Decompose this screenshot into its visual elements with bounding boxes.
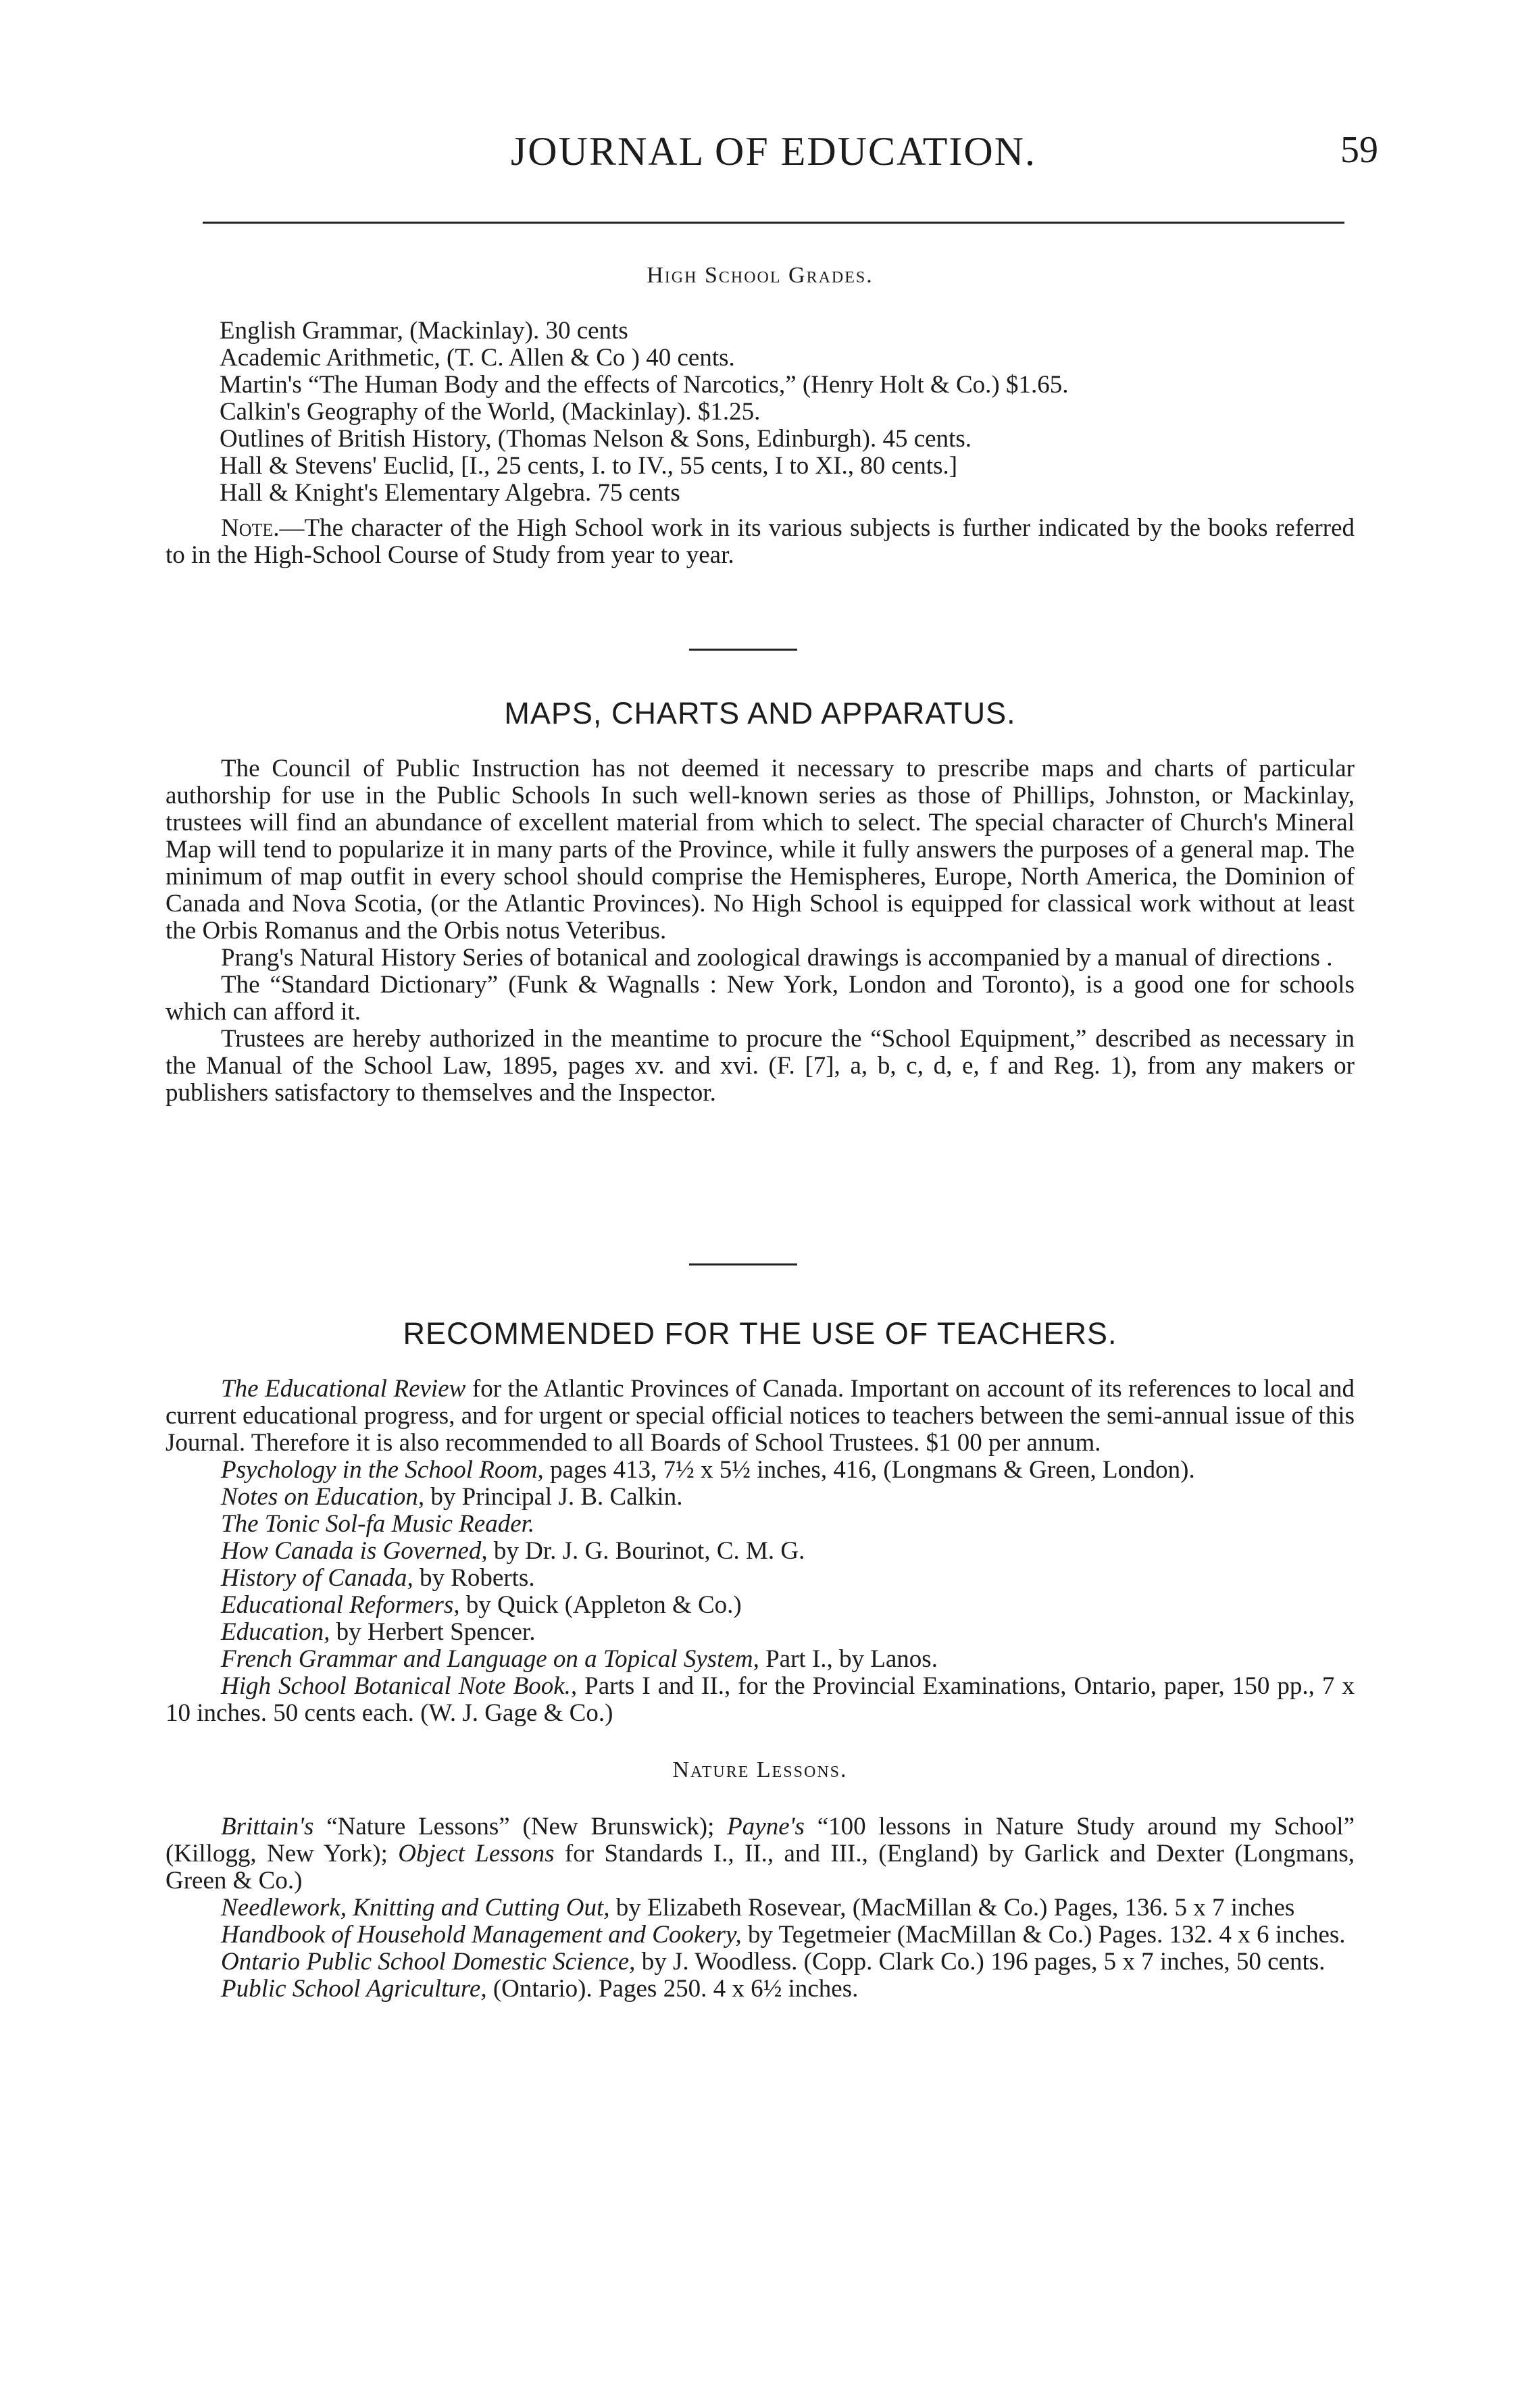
maps-section (166, 755, 1355, 1107)
high-school-heading: High School Grades. (647, 263, 874, 288)
book-title: High School Botanical Note Book., (221, 1672, 578, 1700)
list-item: Outlines of British History, (Thomas Nelson & Sons, Edinburgh). 45 cents. (220, 425, 972, 453)
list-item (166, 1565, 1355, 1592)
book-title: Notes on Education, (221, 1483, 425, 1511)
book-title: The Educational Review (221, 1375, 466, 1403)
entry-text: by Dr. J. G. Bourinot, C. M. G. (487, 1537, 805, 1565)
entry-text: Part I., by Lanos. (759, 1645, 938, 1673)
botanical-entry (166, 1673, 1355, 1727)
book-title: How Canada is Governed, (221, 1537, 488, 1565)
list-item: Hall & Knight's Elementary Algebra. 75 cents (220, 479, 680, 507)
list-item: Calkin's Geography of the World, (Mackinlay). $1.25. (220, 398, 761, 426)
book-title: French Grammar and Language on a Topical System, (221, 1645, 759, 1673)
maps-heading: MAPS, CHARTS AND APPARATUS. (504, 696, 1016, 730)
list-item (166, 1538, 1355, 1565)
note-text: —The character of the High School work in its various subjects is further indicated by the books referred to in the High-School Course of Study from year to year. (166, 514, 1355, 569)
header-rule (203, 222, 1344, 224)
high-school-section (166, 262, 1355, 569)
book-title: Ontario Public School Domestic Science, (221, 1948, 636, 1976)
list-item: English Grammar, (Mackinlay). 30 cents (220, 317, 628, 345)
maps-paragraph-1: The Council of Public Instruction has not deemed it necessary to prescribe maps and charts of particular authorship for use in the Public Schools In such well-known series as those of Phillips, Johnston, or Mackinlay, trustees will find an abundance of excellent material from which to select. The special character of Church's Mineral Map will tend to popularize it in many parts of the Province, while it fully answers the purposes of a general map. The minimum of map outfit in every school should comprise the Hemispheres, Europe, North America, the Dominion of Canada and Nova Scotia, (or the Atlantic Provinces). No High School is equipped for classical work without at least the Orbis Romanus and the Orbis notus Veteribus. (166, 755, 1355, 945)
section-divider (689, 649, 797, 651)
entry-text: by Herbert Spencer. (330, 1618, 536, 1646)
book-title: Public School Agriculture, (221, 1975, 487, 2003)
book-title: Payne's (727, 1813, 805, 1840)
entry-text: “Nature Lessons” (New Brunswick); (313, 1813, 728, 1840)
entry-text: by Roberts. (413, 1564, 535, 1592)
page-header (169, 128, 1378, 196)
book-title: Educational Reformers, (221, 1591, 460, 1619)
book-title: Object Lessons (398, 1840, 555, 1867)
section-divider (689, 1263, 797, 1265)
psychology-entry (166, 1457, 1355, 1484)
nature-heading: Nature Lessons. (672, 1757, 848, 1782)
entry-text: (Ontario). Pages 250. 4 x 6½ inches. (486, 1975, 859, 2003)
list-item: Martin's “The Human Body and the effects of Narcotics,” (Henry Holt & Co.) $1.65. (220, 371, 1069, 399)
book-title: Psychology in the School Room, (221, 1456, 544, 1484)
page-number: 59 (1340, 129, 1378, 171)
maps-paragraph-4: Trustees are hereby authorized in the meantime to procure the “School Equipment,” described as necessary in the Manual of the School Law, 1895, pages xv. and xvi. (F. [7], a, b, c, d, e, f and Reg. 1), from any makers or publishers satisfactory to themselves and the Inspector. (166, 1025, 1355, 1107)
maps-paragraph-2: Prang's Natural History Series of botanical and zoological drawings is accompanied by a manual of directions . (221, 944, 1333, 972)
entry-text: Parts I and II., for the Provincial Examinations, Ontario, paper, 150 pp., 7 x 10 inches. 50 cents each. (W. J. Gage & Co.) (166, 1672, 1355, 1727)
teachers-section (166, 1376, 1355, 2003)
book-title: Needlework, Knitting and Cutting Out, (221, 1894, 610, 1922)
list-item (166, 1511, 1355, 1538)
educational-review-entry (166, 1376, 1355, 1457)
book-title: Education, (221, 1618, 330, 1646)
list-item (166, 1646, 1355, 1673)
high-school-book-list (166, 318, 1355, 507)
teachers-heading: RECOMMENDED FOR THE USE OF TEACHERS. (403, 1316, 1117, 1351)
nature-entry-4 (166, 1949, 1355, 1976)
entry-text: “100 lessons in Nature Study around my School” (Killogg, New York); (166, 1813, 1355, 1867)
book-title: Brittain's (221, 1813, 314, 1840)
entry-text: by J. Woodless. (Copp. Clark Co.) 196 pages, 5 x 7 inches, 50 cents. (635, 1948, 1326, 1976)
list-item: Hall & Stevens' Euclid, [I., 25 cents, I. to IV., 55 cents, I to XI., 80 cents.] (220, 452, 958, 480)
list-item (166, 1619, 1355, 1646)
book-title: History of Canada, (221, 1564, 413, 1592)
book-title: Handbook of Household Management and Cookery, (221, 1921, 742, 1949)
entry-text: pages 413, 7½ x 5½ inches, 416, (Longmans & Green, London). (543, 1456, 1195, 1484)
entry-text: by Principal J. B. Calkin. (424, 1483, 683, 1511)
nature-entry-3 (166, 1922, 1355, 1949)
entry-text: by Elizabeth Rosevear, (MacMillan & Co.) Pages, 136. 5 x 7 inches (609, 1894, 1295, 1922)
entry-text: by Quick (Appleton & Co.) (459, 1591, 742, 1619)
entry-text: by Tegetmeier (MacMillan & Co.) Pages. 132. 4 x 6 inches. (741, 1921, 1346, 1949)
teacher-book-list (166, 1484, 1355, 1673)
list-item: Academic Arithmetic, (T. C. Allen & Co ) 40 cents. (220, 344, 735, 372)
list-item (166, 1592, 1355, 1619)
entry-text: for Standards I., II., and III., (England) by Garlick and Dexter (Longmans, Green & Co.) (166, 1840, 1355, 1895)
entry-text: for the Atlantic Provinces of Canada. Important on account of its references to local and current educational progress, and for urgent or special official notices to teachers between the semi-annual issue of this Journal. Therefore it is also recommended to all Boards of School Trustees. $1 00 per annum. (166, 1375, 1355, 1457)
maps-paragraph-3: The “Standard Dictionary” (Funk & Wagnalls : New York, London and Toronto), is a good one for schools which can afford it. (166, 971, 1355, 1026)
note-label: Note. (221, 514, 280, 542)
nature-entry-2 (166, 1895, 1355, 1922)
list-item (166, 1484, 1355, 1511)
book-title: The Tonic Sol-fa Music Reader. (221, 1510, 535, 1538)
nature-entry-1 (166, 1813, 1355, 1895)
nature-entry-5 (166, 1976, 1355, 2003)
running-title: JOURNAL OF EDUCATION. (510, 129, 1037, 174)
high-school-note (166, 515, 1355, 569)
